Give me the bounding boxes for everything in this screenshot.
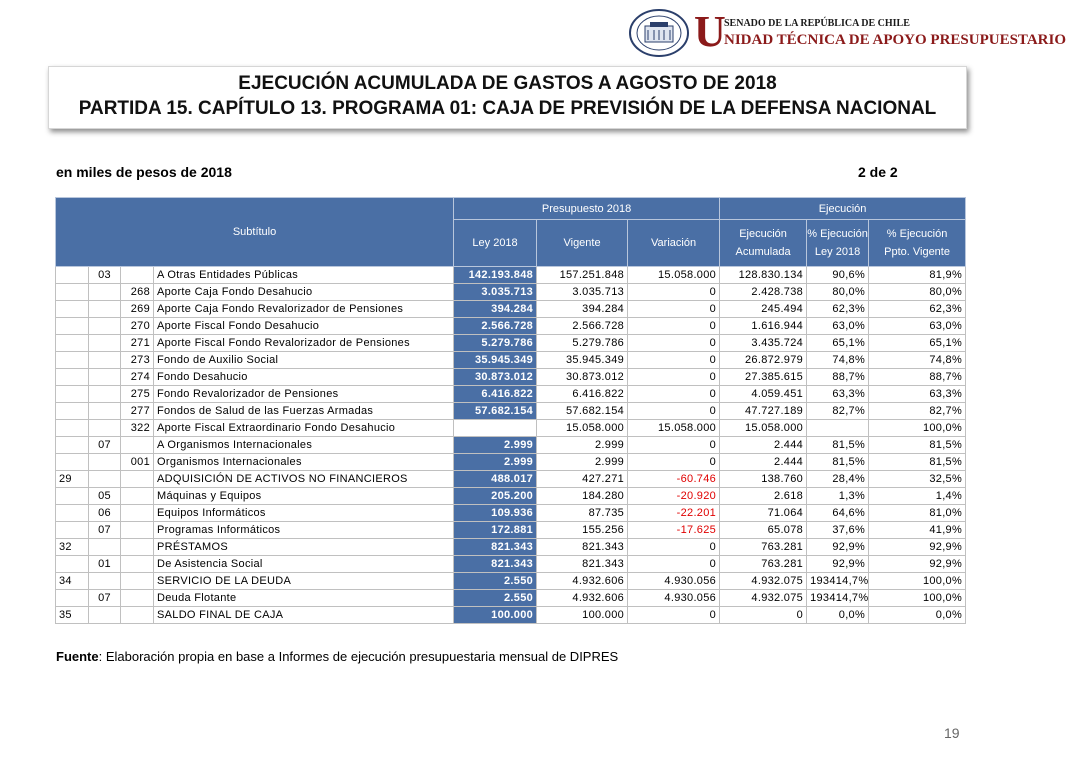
- pct-vigente-cell: 82,7%: [869, 403, 966, 420]
- asignacion-code: [121, 539, 154, 556]
- source-label: Fuente: [56, 649, 99, 664]
- vigente-cell: 2.566.728: [537, 318, 628, 335]
- item-code: 07: [89, 437, 121, 454]
- ley-cell: 2.999: [454, 454, 537, 471]
- subtitulo-code: 29: [56, 471, 89, 488]
- ley-cell: 821.343: [454, 556, 537, 573]
- vigente-cell: 2.999: [537, 454, 628, 471]
- header-ejec-acumulada: Ejecución Acumulada: [720, 220, 807, 267]
- vigente-cell: 821.343: [537, 539, 628, 556]
- ley-cell: 2.999: [454, 437, 537, 454]
- item-code: [89, 573, 121, 590]
- item-code: [89, 471, 121, 488]
- ejecucion-cell: 26.872.979: [720, 352, 807, 369]
- asignacion-code: [121, 488, 154, 505]
- ley-cell: 5.279.786: [454, 335, 537, 352]
- pct-ley-cell: 193414,7%: [807, 573, 869, 590]
- item-code: [89, 607, 121, 624]
- asignacion-code: 268: [121, 284, 154, 301]
- pct-ley-cell: 28,4%: [807, 471, 869, 488]
- description-cell: PRÉSTAMOS: [154, 539, 454, 556]
- table-row: [56, 505, 966, 522]
- variacion-cell: 0: [628, 369, 720, 386]
- ejecucion-cell: 3.435.724: [720, 335, 807, 352]
- asignacion-code: [121, 471, 154, 488]
- variacion-cell: 0: [628, 539, 720, 556]
- pct-ley-cell: 37,6%: [807, 522, 869, 539]
- vigente-cell: 4.932.606: [537, 590, 628, 607]
- variacion-cell: 0: [628, 437, 720, 454]
- asignacion-code: 275: [121, 386, 154, 403]
- subtitulo-code: [56, 488, 89, 505]
- table-row: [56, 352, 966, 369]
- logo-letter: U: [694, 7, 726, 56]
- pct-ley-cell: 92,9%: [807, 539, 869, 556]
- pct-vigente-cell: 32,5%: [869, 471, 966, 488]
- table-row: [56, 420, 966, 437]
- page-count: 2 de 2: [858, 164, 898, 180]
- ejecucion-cell: 4.932.075: [720, 590, 807, 607]
- item-code: 01: [89, 556, 121, 573]
- asignacion-code: 269: [121, 301, 154, 318]
- pct-vigente-cell: 100,0%: [869, 420, 966, 437]
- asignacion-code: 277: [121, 403, 154, 420]
- vigente-cell: 4.932.606: [537, 573, 628, 590]
- description-cell: Programas Informáticos: [154, 522, 454, 539]
- pct-vigente-cell: 0,0%: [869, 607, 966, 624]
- ejecucion-cell: 0: [720, 607, 807, 624]
- variacion-cell: 4.930.056: [628, 590, 720, 607]
- table-row: [56, 539, 966, 556]
- description-cell: Aporte Fiscal Fondo Desahucio: [154, 318, 454, 335]
- pct-ley-cell: 1,3%: [807, 488, 869, 505]
- vigente-cell: 2.999: [537, 437, 628, 454]
- ejecucion-cell: 2.428.738: [720, 284, 807, 301]
- units-label: en miles de pesos de 2018: [56, 164, 232, 180]
- header-pct-vigente: % Ejecución Ppto. Vigente: [869, 220, 966, 267]
- pct-ley-cell: 62,3%: [807, 301, 869, 318]
- item-code: [89, 420, 121, 437]
- table-row: [56, 318, 966, 335]
- subtitulo-code: [56, 522, 89, 539]
- subtitulo-code: [56, 335, 89, 352]
- ley-cell: 100.000: [454, 607, 537, 624]
- variacion-cell: 15.058.000: [628, 267, 720, 284]
- item-code: [89, 301, 121, 318]
- ejecucion-cell: 128.830.134: [720, 267, 807, 284]
- table-row: [56, 607, 966, 624]
- pct-vigente-cell: 41,9%: [869, 522, 966, 539]
- item-code: [89, 352, 121, 369]
- ejecucion-cell: 2.444: [720, 454, 807, 471]
- pct-vigente-cell: 74,8%: [869, 352, 966, 369]
- header-vigente: Vigente: [537, 220, 628, 267]
- ejecucion-cell: 27.385.615: [720, 369, 807, 386]
- pct-ley-cell: 88,7%: [807, 369, 869, 386]
- item-code: 05: [89, 488, 121, 505]
- variacion-cell: 0: [628, 335, 720, 352]
- subtitulo-code: 35: [56, 607, 89, 624]
- variacion-cell: 0: [628, 454, 720, 471]
- header-ley: Ley 2018: [454, 220, 537, 267]
- vigente-cell: 394.284: [537, 301, 628, 318]
- header-variacion: Variación: [628, 220, 720, 267]
- subtitulo-code: [56, 403, 89, 420]
- page-number: 19: [944, 725, 960, 741]
- table-row: [56, 335, 966, 352]
- table-row: [56, 267, 966, 284]
- description-cell: Organismos Internacionales: [154, 454, 454, 471]
- variacion-cell: -22.201: [628, 505, 720, 522]
- ley-cell: 394.284: [454, 301, 537, 318]
- asignacion-code: [121, 607, 154, 624]
- ley-cell: 3.035.713: [454, 284, 537, 301]
- header-pct-ley: % Ejecución Ley 2018: [807, 220, 869, 267]
- ley-cell: 2.550: [454, 573, 537, 590]
- description-cell: SALDO FINAL DE CAJA: [154, 607, 454, 624]
- pct-vigente-cell: 62,3%: [869, 301, 966, 318]
- asignacion-code: [121, 437, 154, 454]
- pct-vigente-cell: 81,9%: [869, 267, 966, 284]
- item-code: [89, 386, 121, 403]
- ley-cell: 109.936: [454, 505, 537, 522]
- ley-cell: 2.566.728: [454, 318, 537, 335]
- description-cell: Fondo de Auxilio Social: [154, 352, 454, 369]
- table-row: [56, 284, 966, 301]
- vigente-cell: 157.251.848: [537, 267, 628, 284]
- pct-vigente-cell: 63,0%: [869, 318, 966, 335]
- variacion-cell: 0: [628, 386, 720, 403]
- table-row: [56, 590, 966, 607]
- pct-ley-cell: 65,1%: [807, 335, 869, 352]
- subtitulo-code: [56, 590, 89, 607]
- budget-table: [55, 197, 966, 624]
- asignacion-code: [121, 267, 154, 284]
- ejecucion-cell: 2.618: [720, 488, 807, 505]
- item-code: [89, 454, 121, 471]
- ley-cell: 142.193.848: [454, 267, 537, 284]
- table-row: [56, 437, 966, 454]
- asignacion-code: [121, 590, 154, 607]
- pct-vigente-cell: 92,9%: [869, 539, 966, 556]
- ejecucion-cell: 763.281: [720, 556, 807, 573]
- senate-logo: [628, 7, 1066, 58]
- table-row: [56, 454, 966, 471]
- ejecucion-cell: 763.281: [720, 539, 807, 556]
- description-cell: Aporte Caja Fondo Revalorizador de Pensiones: [154, 301, 454, 318]
- ley-cell: 488.017: [454, 471, 537, 488]
- pct-vigente-cell: 81,5%: [869, 454, 966, 471]
- ejecucion-cell: 245.494: [720, 301, 807, 318]
- senate-seal-icon: [628, 8, 690, 58]
- header-subtitulo: Subtítulo: [56, 198, 454, 267]
- asignacion-code: [121, 573, 154, 590]
- ley-cell: 821.343: [454, 539, 537, 556]
- variacion-cell: 0: [628, 284, 720, 301]
- description-cell: Fondo Revalorizador de Pensiones: [154, 386, 454, 403]
- ley-cell: 35.945.349: [454, 352, 537, 369]
- vigente-cell: 30.873.012: [537, 369, 628, 386]
- ejecucion-cell: 47.727.189: [720, 403, 807, 420]
- page-subtitle: PARTIDA 15. CAPÍTULO 13. PROGRAMA 01: CAJA DE PREVISIÓN DE LA DEFENSA NACIONAL: [78, 98, 937, 119]
- pct-ley-cell: 80,0%: [807, 284, 869, 301]
- pct-ley-cell: [807, 420, 869, 437]
- ley-cell: 2.550: [454, 590, 537, 607]
- item-code: [89, 369, 121, 386]
- variacion-cell: 15.058.000: [628, 420, 720, 437]
- page-title: EJECUCIÓN ACUMULADA DE GASTOS A AGOSTO DE 2018: [238, 73, 777, 94]
- ley-cell: 57.682.154: [454, 403, 537, 420]
- item-code: [89, 335, 121, 352]
- description-cell: A Organismos Internacionales: [154, 437, 454, 454]
- asignacion-code: [121, 556, 154, 573]
- subtitulo-code: [56, 454, 89, 471]
- subtitulo-code: 32: [56, 539, 89, 556]
- variacion-cell: -17.625: [628, 522, 720, 539]
- subtitulo-code: 34: [56, 573, 89, 590]
- item-code: [89, 539, 121, 556]
- vigente-cell: 3.035.713: [537, 284, 628, 301]
- ejecucion-cell: 4.059.451: [720, 386, 807, 403]
- ejecucion-cell: 65.078: [720, 522, 807, 539]
- header-presupuesto: Presupuesto 2018: [454, 198, 720, 220]
- description-cell: Aporte Fiscal Extraordinario Fondo Desahucio: [154, 420, 454, 437]
- table-row: [56, 369, 966, 386]
- ley-cell: 6.416.822: [454, 386, 537, 403]
- asignacion-code: [121, 522, 154, 539]
- description-cell: Fondos de Salud de las Fuerzas Armadas: [154, 403, 454, 420]
- table-row: [56, 301, 966, 318]
- asignacion-code: 274: [121, 369, 154, 386]
- pct-vigente-cell: 81,5%: [869, 437, 966, 454]
- variacion-cell: 4.930.056: [628, 573, 720, 590]
- description-cell: Deuda Flotante: [154, 590, 454, 607]
- table-row: [56, 403, 966, 420]
- description-cell: SERVICIO DE LA DEUDA: [154, 573, 454, 590]
- vigente-cell: 57.682.154: [537, 403, 628, 420]
- pct-vigente-cell: 81,0%: [869, 505, 966, 522]
- description-cell: Fondo Desahucio: [154, 369, 454, 386]
- asignacion-code: [121, 505, 154, 522]
- pct-vigente-cell: 80,0%: [869, 284, 966, 301]
- ley-cell: 205.200: [454, 488, 537, 505]
- description-cell: A Otras Entidades Públicas: [154, 267, 454, 284]
- asignacion-code: 273: [121, 352, 154, 369]
- asignacion-code: 322: [121, 420, 154, 437]
- table-row: [56, 386, 966, 403]
- title-box: [48, 66, 967, 129]
- header-ejecucion: Ejecución: [720, 198, 966, 220]
- pct-ley-cell: 193414,7%: [807, 590, 869, 607]
- description-cell: Aporte Caja Fondo Desahucio: [154, 284, 454, 301]
- vigente-cell: 821.343: [537, 556, 628, 573]
- asignacion-code: 001: [121, 454, 154, 471]
- pct-ley-cell: 81,5%: [807, 437, 869, 454]
- vigente-cell: 35.945.349: [537, 352, 628, 369]
- pct-ley-cell: 74,8%: [807, 352, 869, 369]
- pct-ley-cell: 81,5%: [807, 454, 869, 471]
- variacion-cell: 0: [628, 318, 720, 335]
- variacion-cell: -20.920: [628, 488, 720, 505]
- ejecucion-cell: 71.064: [720, 505, 807, 522]
- pct-vigente-cell: 1,4%: [869, 488, 966, 505]
- subtitulo-code: [56, 301, 89, 318]
- description-cell: Máquinas y Equipos: [154, 488, 454, 505]
- pct-vigente-cell: 92,9%: [869, 556, 966, 573]
- pct-ley-cell: 90,6%: [807, 267, 869, 284]
- subtitulo-code: [56, 318, 89, 335]
- variacion-cell: 0: [628, 607, 720, 624]
- variacion-cell: 0: [628, 352, 720, 369]
- item-code: 03: [89, 267, 121, 284]
- source-text: : Elaboración propia en base a Informes de ejecución presupuestaria mensual de DIPRES: [98, 649, 619, 664]
- ejecucion-cell: 138.760: [720, 471, 807, 488]
- pct-vigente-cell: 100,0%: [869, 590, 966, 607]
- subtitulo-code: [56, 437, 89, 454]
- item-code: [89, 284, 121, 301]
- item-code: 07: [89, 522, 121, 539]
- item-code: 06: [89, 505, 121, 522]
- variacion-cell: 0: [628, 556, 720, 573]
- table-row: [56, 556, 966, 573]
- item-code: [89, 318, 121, 335]
- pct-ley-cell: 0,0%: [807, 607, 869, 624]
- vigente-cell: 155.256: [537, 522, 628, 539]
- table-row: [56, 522, 966, 539]
- vigente-cell: 6.416.822: [537, 386, 628, 403]
- description-cell: De Asistencia Social: [154, 556, 454, 573]
- subtitulo-code: [56, 284, 89, 301]
- vigente-cell: 5.279.786: [537, 335, 628, 352]
- subtitulo-code: [56, 352, 89, 369]
- subtitulo-code: [56, 556, 89, 573]
- variacion-cell: 0: [628, 403, 720, 420]
- ley-cell: [454, 420, 537, 437]
- pct-ley-cell: 63,3%: [807, 386, 869, 403]
- subtitulo-code: [56, 386, 89, 403]
- description-cell: ADQUISICIÓN DE ACTIVOS NO FINANCIEROS: [154, 471, 454, 488]
- ejecucion-cell: 1.616.944: [720, 318, 807, 335]
- description-cell: Equipos Informáticos: [154, 505, 454, 522]
- vigente-cell: 184.280: [537, 488, 628, 505]
- ejecucion-cell: 15.058.000: [720, 420, 807, 437]
- subtitulo-code: [56, 369, 89, 386]
- pct-ley-cell: 64,6%: [807, 505, 869, 522]
- source-note: [56, 649, 618, 664]
- description-cell: Aporte Fiscal Fondo Revalorizador de Pensiones: [154, 335, 454, 352]
- subtitulo-code: [56, 267, 89, 284]
- logo-unit-text: NIDAD TÉCNICA DE APOYO PRESUPUESTARIO: [724, 32, 1066, 48]
- pct-ley-cell: 92,9%: [807, 556, 869, 573]
- vigente-cell: 427.271: [537, 471, 628, 488]
- pct-vigente-cell: 65,1%: [869, 335, 966, 352]
- variacion-cell: 0: [628, 301, 720, 318]
- logo-senate-text: SENADO DE LA REPÚBLICA DE CHILE: [724, 18, 910, 29]
- pct-vigente-cell: 63,3%: [869, 386, 966, 403]
- table-row: [56, 488, 966, 505]
- table-row: [56, 573, 966, 590]
- pct-vigente-cell: 88,7%: [869, 369, 966, 386]
- ley-cell: 30.873.012: [454, 369, 537, 386]
- item-code: [89, 403, 121, 420]
- asignacion-code: 270: [121, 318, 154, 335]
- item-code: 07: [89, 590, 121, 607]
- vigente-cell: 87.735: [537, 505, 628, 522]
- pct-ley-cell: 63,0%: [807, 318, 869, 335]
- pct-ley-cell: 82,7%: [807, 403, 869, 420]
- vigente-cell: 15.058.000: [537, 420, 628, 437]
- ley-cell: 172.881: [454, 522, 537, 539]
- table-row: [56, 471, 966, 488]
- pct-vigente-cell: 100,0%: [869, 573, 966, 590]
- ejecucion-cell: 4.932.075: [720, 573, 807, 590]
- subtitulo-code: [56, 505, 89, 522]
- variacion-cell: -60.746: [628, 471, 720, 488]
- ejecucion-cell: 2.444: [720, 437, 807, 454]
- subtitulo-code: [56, 420, 89, 437]
- vigente-cell: 100.000: [537, 607, 628, 624]
- asignacion-code: 271: [121, 335, 154, 352]
